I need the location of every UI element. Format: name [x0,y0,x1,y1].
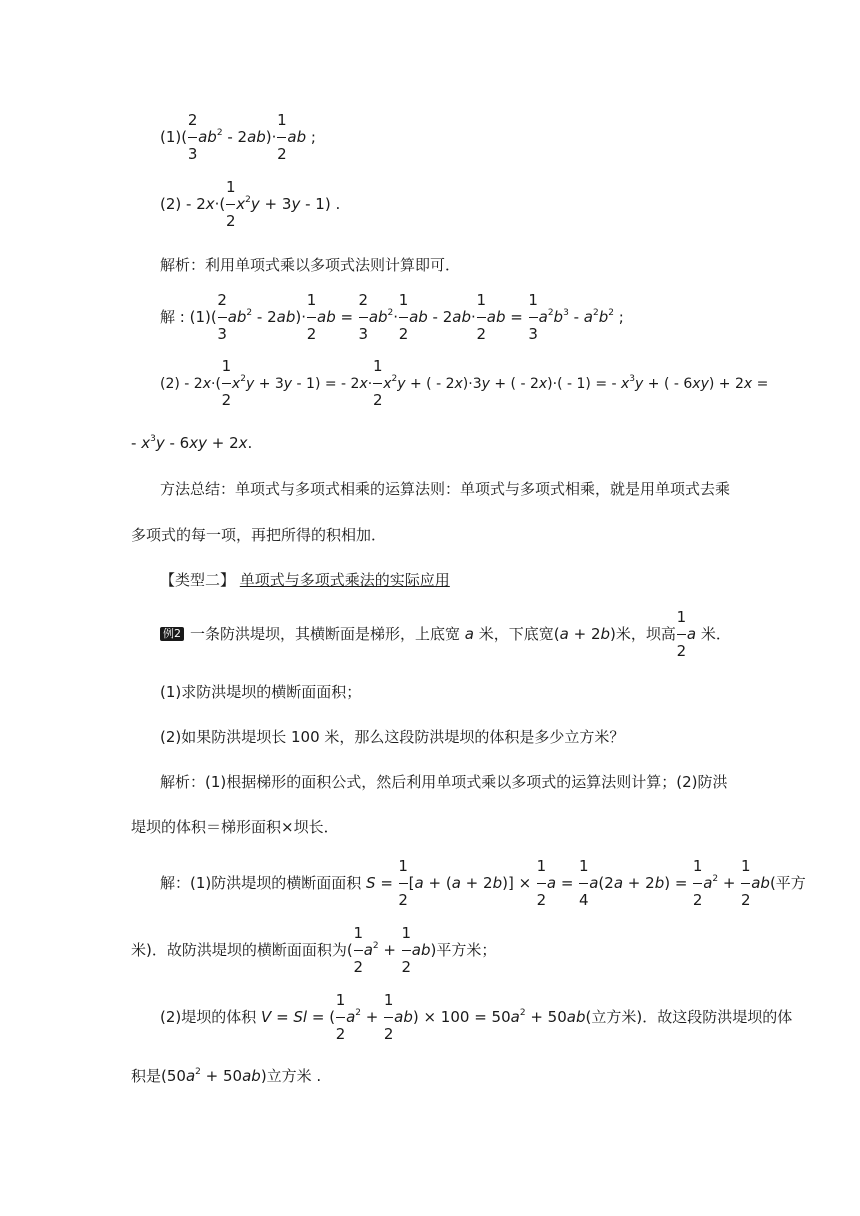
analysis-2-line1: 解析：(1)根据梯形的面积公式，然后利用单项式乘以多项式的运算法则计算；(2)防洪 [160,773,728,791]
analysis-1: 解析：利用单项式乘以多项式法则计算即可． [160,256,461,274]
question-1: (1)求防洪堤坝的横断面面积； [160,683,362,701]
type2-title: 单项式与多项式乘法的实际应用 [239,571,450,589]
solution-2: (2) - 2x·( $\frac{1}{2}$ $x^2y + 3y - 1$) = - 2x· $\frac{1}{2}$ $x^2y$ + ( - 2x)·3y + ( - 2x)·( - 1) = - $x^3y$ + ( - 6xy) + 2x = [160,357,769,409]
solution-1: 解 : (1)( $\frac{2}{3}$ $ab^2 - 2ab)\cdot$ $\frac{1}{2}$ ab = $\frac{2}{3}$ $ab^2\cdot$ $\frac{1}{2}$ ab - 2ab· $\frac{1}{2}$ ab = $\frac{1}{3}$ $a^2b^3 - a^2b^2$ ; [160,290,624,343]
solution-ex2-1: 解：(1)防洪堤坝的横断面面积 S = $\frac{1}{2}$ [a + (a + 2b)] × $\frac{1}{2}$ a = $\frac{1}{4}$ a(2a + 2b) = $\frac{1}{2}$ $a^2$ + $\frac{1}{2}$ ab(平方 [160,856,806,909]
analysis-2-line2: 堤坝的体积＝梯形面积×坝长． [131,818,339,836]
solution-2-cont: - $x^3y - 6xy + 2x$. [131,434,253,452]
method-summary-line2: 多项式的每一项，再把所得的积相加． [131,526,387,544]
problem-1: (1)( $\frac{2}{3}$ $ab^2 - 2ab)\cdot$ $\frac{1}{2}$ ab ; [160,110,316,163]
question-2: (2)如果防洪堤坝长 100 米，那么这段防洪堤坝的体积是多少立方米？ [160,728,625,746]
type2-heading [160,570,450,590]
solution-ex2-2-cont: 积是$(50a^2 + 50ab)$立方米 . [131,1067,322,1085]
method-summary-line1: 方法总结：单项式与多项式相乘的运算法则：单项式与多项式相乘，就是用单项式去乘 [160,480,731,498]
example-2: 例2 一条防洪堤坝，其横断面是梯形，上底宽 a 米，下底宽(a + 2b)米，坝高 $\frac{1}{2}$ a 米． [160,624,731,645]
solution-ex2-1-cont: 米)．故防洪堤坝的横断面面积为( $\frac{1}{2}$ $a^2$ + $\frac{1}{2}$ ab)平方米； [131,923,497,976]
type2-bracket: 【类型二】 [160,571,236,589]
problem-2: (2) - 2x·( $\frac{1}{2}$ $x^2y + 3y - 1$) . [160,177,341,230]
example-badge: 例2 [160,627,184,641]
solution-ex2-2: (2)堤坝的体积 V = Sl = ( $\frac{1}{2}$ $a^2$ + $\frac{1}{2}$ $ab) \times 100 = 50a^2 + 50ab$(立方米)．故这段防洪堤坝的体 [160,990,793,1043]
